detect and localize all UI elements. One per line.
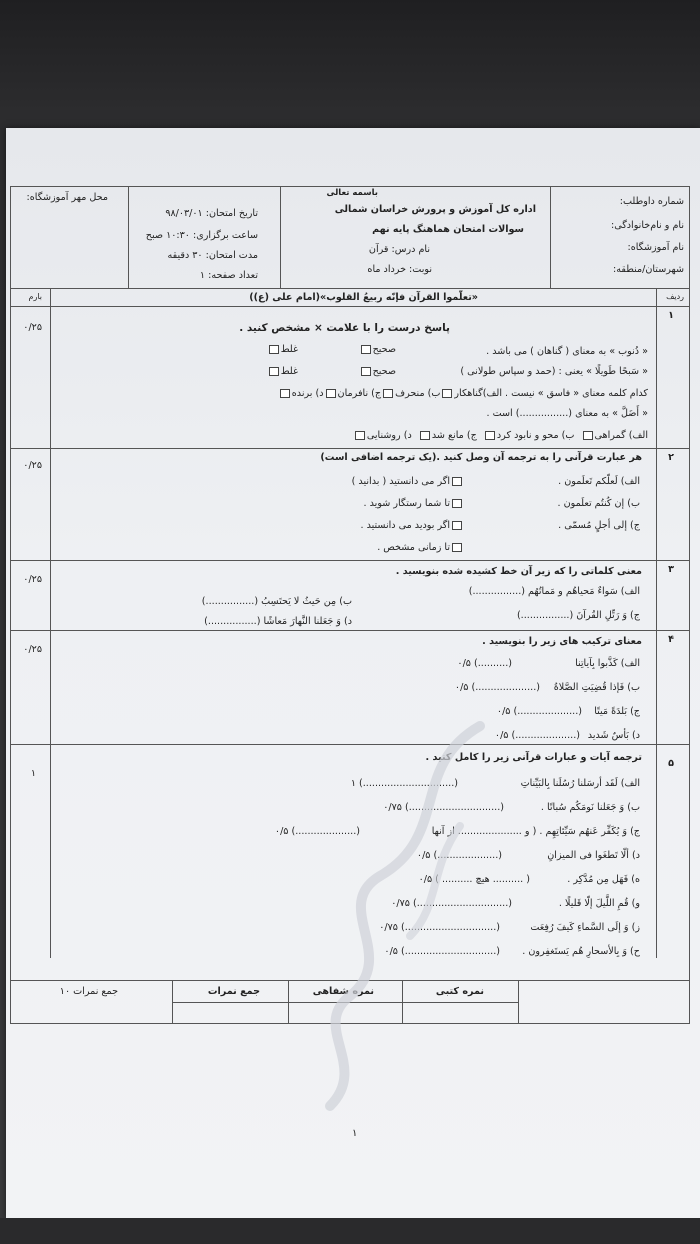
q3-title: معنی کلماتی را که زیر آن خط کشیده شده بنویسید . xyxy=(395,566,642,577)
q5-blank-a: (..............................) ۱ xyxy=(350,778,458,789)
q2-answer-3: اگر بودید می دانستید . xyxy=(360,520,464,531)
oral-score-label: نمره شفاهی xyxy=(312,986,374,997)
column-radif: ردیف xyxy=(666,292,684,301)
q2-answer-1: اگر می دانستید ( بدانید ) xyxy=(352,476,464,487)
q3-item-a: الف) سَواءٌ مَحیاهُم و مَماتُهُم (................) xyxy=(468,586,640,597)
q5-blank-c: (....................) ۰/۵ xyxy=(274,826,360,837)
q5-number: ۵ xyxy=(668,758,674,769)
q1-score: ۰/۲۵ xyxy=(23,322,42,333)
page-number: ۱ xyxy=(352,1128,358,1139)
q2-score: ۰/۲۵ xyxy=(23,460,42,471)
checkbox[interactable] xyxy=(269,345,279,354)
q1-item1-false: غلط xyxy=(267,344,298,355)
checkbox[interactable] xyxy=(383,389,393,398)
q1-item2: « سَبحًا طَویلًا » یعنی : (حمد و سپاس طولانی ) xyxy=(460,366,648,377)
q5-item-a: الف) لَقَد أرسَلنا رُسُلَنا بِالبَیِّناتِ xyxy=(520,778,640,789)
total-score-sum: جمع نمرات ۱۰ xyxy=(59,986,118,997)
q4-item-a: الف) کَذَّبوا بِآیاتِنا xyxy=(575,658,640,669)
checkbox[interactable] xyxy=(420,431,430,440)
school-stamp-label: محل مهر آموزشگاه: xyxy=(26,192,108,203)
q5-item-b: ب) وَ جَعَلنا نَومَکُم سُباتًا . xyxy=(540,802,640,813)
q4-title: معنای ترکیب های زیر را بنویسید . xyxy=(482,636,642,647)
checkbox[interactable] xyxy=(452,543,462,552)
city-label: شهرستان/منطقه: xyxy=(612,264,684,275)
checkbox[interactable] xyxy=(280,389,290,398)
q1-item3: کدام کلمه معنای « فاسق » نیست . الف)گناهکارب) منحرفج) نافرماند) برنده xyxy=(278,388,648,399)
basmala: باسمه تعالی xyxy=(326,188,378,198)
q4-item-c: ج) بَلدَةً مَیتًا xyxy=(594,706,640,717)
exam-title: سوالات امتحان هماهنگ پایه نهم xyxy=(372,224,524,235)
q4-item-b: ب) فَإذا قُضِیَتِ الصَّلاةُ xyxy=(553,682,640,693)
q4-blank-b: (....................) ۰/۵ xyxy=(454,682,540,693)
subject-label: نام درس: قرآن xyxy=(368,244,430,255)
q3-number: ۳ xyxy=(668,564,674,575)
q4-item-d: د) بَأسٌ شَدید xyxy=(587,730,640,741)
q4-number: ۴ xyxy=(668,634,674,645)
q1-item4: « أَضَلَّ » به معنای (................) است . xyxy=(486,408,648,419)
exam-date: تاریخ امتحان: ۹۸/۰۳/۰۱ xyxy=(165,208,258,219)
q3-item-d: د) وَ جَعَلنا النَّهارَ مَعاشًا (................) xyxy=(204,616,352,627)
q5-title: ترجمه آیات و عبارات قرآنی زیر را کامل کنید . xyxy=(425,752,642,763)
q5-blank-e: ( .......... هیچ .......... ) ۰/۵ xyxy=(418,874,530,885)
written-score-label: نمره کتبی xyxy=(435,986,484,997)
q5-blank-b: (..............................) ۰/۷۵ xyxy=(383,802,504,813)
q5-blank-h: (..............................) ۰/۵ xyxy=(384,946,500,957)
q2-title: هر عبارت قرآنی را به ترجمه آن وصل کنید .(یک ترجمه اضافی است) xyxy=(320,452,642,463)
exam-time: ساعت برگزاری: ۱۰:۳۰ صبح xyxy=(145,230,258,241)
office-title: اداره کل آموزش و پرورش خراسان شمالی xyxy=(334,204,536,215)
exam-sheet xyxy=(10,186,690,1026)
q3-score: ۰/۲۵ xyxy=(23,574,42,585)
student-number-label: شماره داوطلب: xyxy=(619,196,684,207)
q1-title: پاسخ درست را با علامت × مشخص کنید . xyxy=(239,322,450,334)
checkbox[interactable] xyxy=(361,345,371,354)
checkbox[interactable] xyxy=(452,521,462,530)
q2-number: ۲ xyxy=(668,452,674,463)
dark-surface xyxy=(0,1218,700,1244)
q3-item-b: ب) مِن حَیثُ لا یَحتَسِبُ (................) xyxy=(201,596,352,607)
q2-answer-2: تا شما رستگار شوید . xyxy=(364,498,464,509)
q1-item4-options: الف) گمراهی ب) محو و نابود کرد ج) مانع شد د) روشنایی xyxy=(353,430,648,441)
checkbox[interactable] xyxy=(485,431,495,440)
q5-item-h: ح) وَ بِالأسحارِ هُم یَستَغفِرون . xyxy=(522,946,640,957)
checkbox[interactable] xyxy=(452,499,462,508)
motto: «تعلّموا القرآن فإنّه ربیعُ القلوب»(امام علی (ع)) xyxy=(249,292,478,303)
exam-duration: مدت امتحان: ۳۰ دقیقه xyxy=(167,250,258,261)
checkbox[interactable] xyxy=(452,477,462,486)
q5-item-e: ه) فَهَل مِن مُدَّکِر . xyxy=(567,874,640,885)
q1-item1: « ذُنوب » به معنای ( گناهان ) می باشد . xyxy=(486,346,648,357)
q4-score: ۰/۲۵ xyxy=(23,644,42,655)
checkbox[interactable] xyxy=(442,389,452,398)
checkbox[interactable] xyxy=(355,431,365,440)
q2-answer-4: تا زمانی مشخص . xyxy=(377,542,464,553)
checkbox[interactable] xyxy=(326,389,336,398)
q2-item-b: ب) إن کُنتُم تعلَمون . xyxy=(557,498,640,509)
total-score-label: جمع نمرات xyxy=(207,986,260,997)
q3-item-c: ج) وَ رَتِّلِ القُرآنَ (................) xyxy=(516,610,640,621)
q5-blank-f: (..............................) ۰/۷۵ xyxy=(391,898,512,909)
page-count: تعداد صفحه: ۱ xyxy=(199,270,258,281)
student-name-label: نام و نام‌خانوادگی: xyxy=(610,220,684,231)
q4-blank-c: (....................) ۰/۵ xyxy=(496,706,582,717)
q5-blank-d: (....................) ۰/۵ xyxy=(416,850,502,861)
school-label: نام آموزشگاه: xyxy=(627,242,684,253)
q5-score: ۱ xyxy=(30,768,36,779)
q2-item-a: الف) لَعلّکم تَعلَمون . xyxy=(558,476,640,487)
q4-blank-d: (....................) ۰/۵ xyxy=(494,730,580,741)
session-label: نوبت: خرداد ماه xyxy=(367,264,432,275)
q4-blank-a: (..........) ۰/۵ xyxy=(457,658,512,669)
q1-number: ۱ xyxy=(668,310,674,321)
column-barom: بارم xyxy=(28,292,42,301)
q5-item-d: د) ألّا تَطغَوا فی المیزانِ xyxy=(547,850,640,861)
q5-item-g: ز) وَ إلَی السَّماءِ کَیفَ رُفِعَت xyxy=(530,922,640,933)
q5-item-f: و) قُمِ اللَّیلَ إلّا قَلیلًا . xyxy=(558,898,640,909)
checkbox[interactable] xyxy=(269,367,279,376)
q5-blank-g: (..............................) ۰/۷۵ xyxy=(379,922,500,933)
checkbox[interactable] xyxy=(583,431,593,440)
q5-item-c: ج) وَ یُکَفِّر عَنهُم سَیِّئاتِهِم . ( و ..................... از آنها xyxy=(431,826,640,837)
q1-item2-true: صحیح xyxy=(359,366,396,377)
q1-item2-false: غلط xyxy=(267,366,298,377)
q2-item-c: ج) إلی أجلٍ مُسمّی . xyxy=(558,520,640,531)
checkbox[interactable] xyxy=(361,367,371,376)
q1-item1-true: صحیح xyxy=(359,344,396,355)
